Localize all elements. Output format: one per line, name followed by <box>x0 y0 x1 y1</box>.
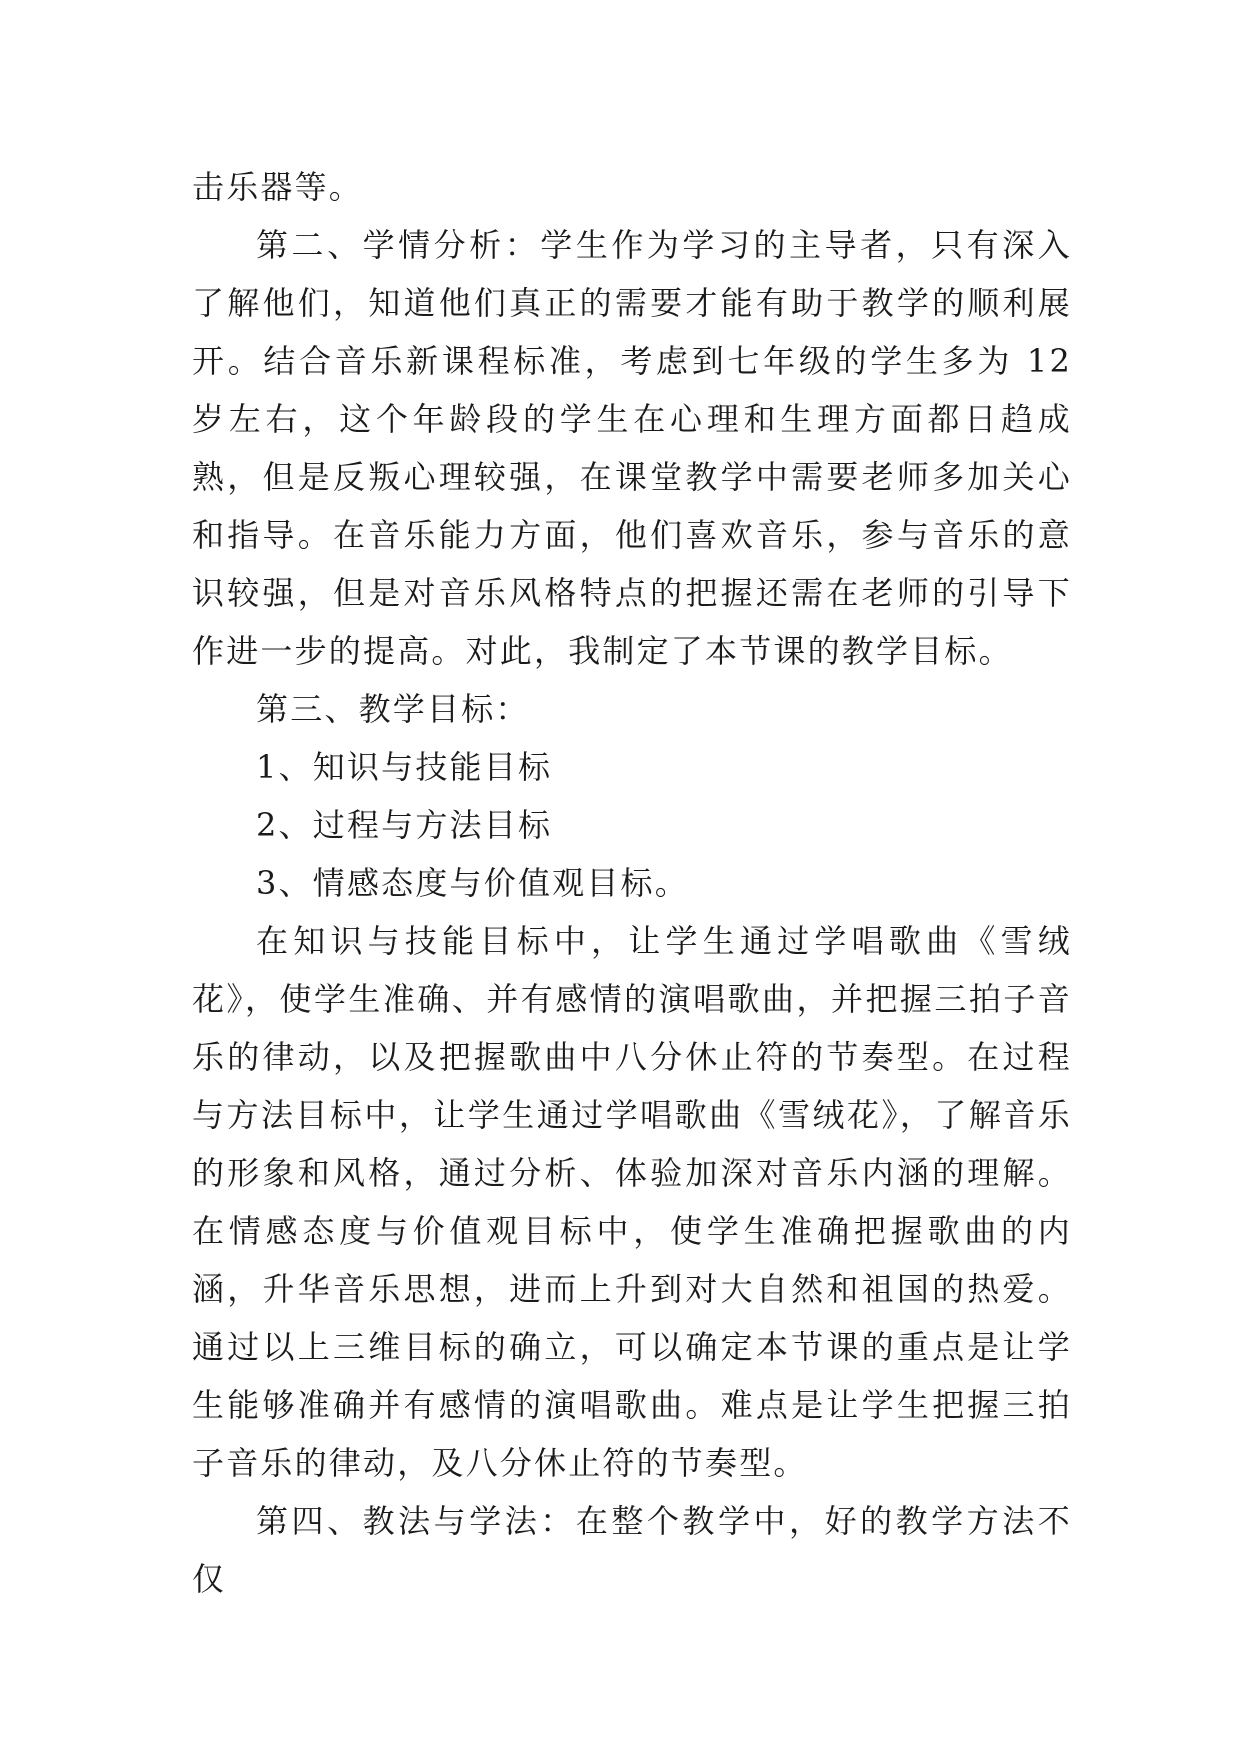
list-item-goal-1: 1、知识与技能目标 <box>256 748 553 786</box>
list-item-goal-2: 2、过程与方法目标 <box>256 806 553 844</box>
paragraph-student-analysis: 第二、学情分析：学生作为学习的主导者，只有深入了解他们，知道他们真正的需要才能有助于教学的顺利展开。结合音乐新课程标准，考虑到七年级的学生多为 12 岁左右，这个年龄段的学生在心理和生理方面都日趋成熟，但是反叛心理较强，在课堂教学中需要老师多加关心和指导。在音乐能力方面，他们喜欢音乐，参与音乐的意识较强，但是对音乐风格特点的把握还需在老师的引导下作进一步的提高。对此，我制定了本节课的教学目标。 <box>192 226 1072 670</box>
document-body <box>192 158 1072 1608</box>
paragraph-teaching-methods: 第四、教法与学法：在整个教学中，好的教学方法不仅 <box>192 1502 1072 1598</box>
paragraph-goals-detail: 在知识与技能目标中，让学生通过学唱歌曲《雪绒花》，使学生准确、并有感情的演唱歌曲，并把握三拍子音乐的律动，以及把握歌曲中八分休止符的节奏型。在过程与方法目标中，让学生通过学唱歌曲《雪绒花》，了解音乐的形象和风格，通过分析、体验加深对音乐内涵的理解。在情感态度与价值观目标中，使学生准确把握歌曲的内涵，升华音乐思想，进而上升到对大自然和祖国的热爱。通过以上三维目标的确立，可以确定本节课的重点是让学生能够准确并有感情的演唱歌曲。难点是让学生把握三拍子音乐的律动，及八分休止符的节奏型。 <box>192 922 1072 1482</box>
paragraph-teaching-goals-heading: 第三、教学目标： <box>256 690 530 728</box>
paragraph-continuation: 击乐器等。 <box>192 168 364 206</box>
list-item-goal-3: 3、情感态度与价值观目标。 <box>256 864 689 902</box>
